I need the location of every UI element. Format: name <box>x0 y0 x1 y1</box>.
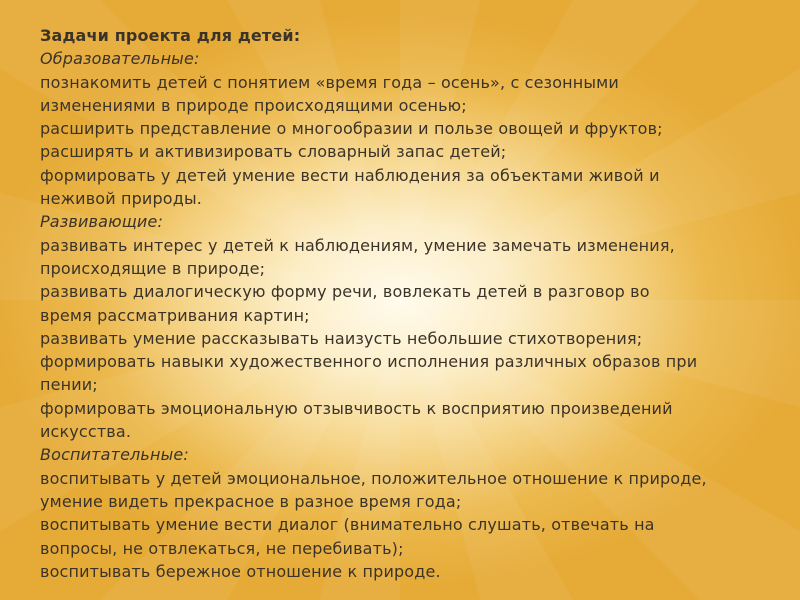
task-line: развивать умение рассказывать наизусть небольшие стихотворения; <box>40 328 643 348</box>
task-line: формировать у детей умение вести наблюдения за объектами живой и <box>40 165 660 185</box>
section-heading-developmental: Развивающие: <box>40 212 163 232</box>
task-line: искусства. <box>40 422 132 442</box>
slide-title: Задачи проекта для детей: <box>40 26 301 45</box>
task-line: умение видеть прекрасное в разное время года; <box>40 491 462 511</box>
task-line: развивать диалогическую форму речи, вовлекать детей в разговор во <box>40 282 650 302</box>
section-heading-educational: Образовательные: <box>40 49 200 69</box>
task-line: воспитывать бережное отношение к природе. <box>40 561 441 581</box>
task-line: происходящие в природе; <box>40 258 266 278</box>
task-line: формировать навыки художественного исполнения различных образов при <box>40 352 698 372</box>
task-line: пении; <box>40 375 98 395</box>
task-line: изменениями в природе происходящими осенью; <box>40 95 467 115</box>
task-line: развивать интерес у детей к наблюдениям, умение замечать изменения, <box>40 235 675 255</box>
task-line: неживой природы. <box>40 189 202 209</box>
task-line: формировать эмоциональную отзывчивость к восприятию произведений <box>40 398 673 418</box>
task-line: познакомить детей с понятием «время года – осень», с сезонными <box>40 72 619 92</box>
task-line: воспитывать умение вести диалог (внимательно слушать, отвечать на <box>40 515 655 535</box>
task-line: воспитывать у детей эмоциональное, положительное отношение к природе, <box>40 468 707 488</box>
section-heading-upbringing: Воспитательные: <box>40 445 189 465</box>
task-line: время рассматривания картин; <box>40 305 310 325</box>
task-line: расширять и активизировать словарный запас детей; <box>40 142 507 162</box>
task-line: расширить представление о многообразии и пользе овощей и фруктов; <box>40 119 663 139</box>
slide-text-body <box>40 24 780 583</box>
task-line: вопросы, не отвлекаться, не перебивать); <box>40 538 404 558</box>
